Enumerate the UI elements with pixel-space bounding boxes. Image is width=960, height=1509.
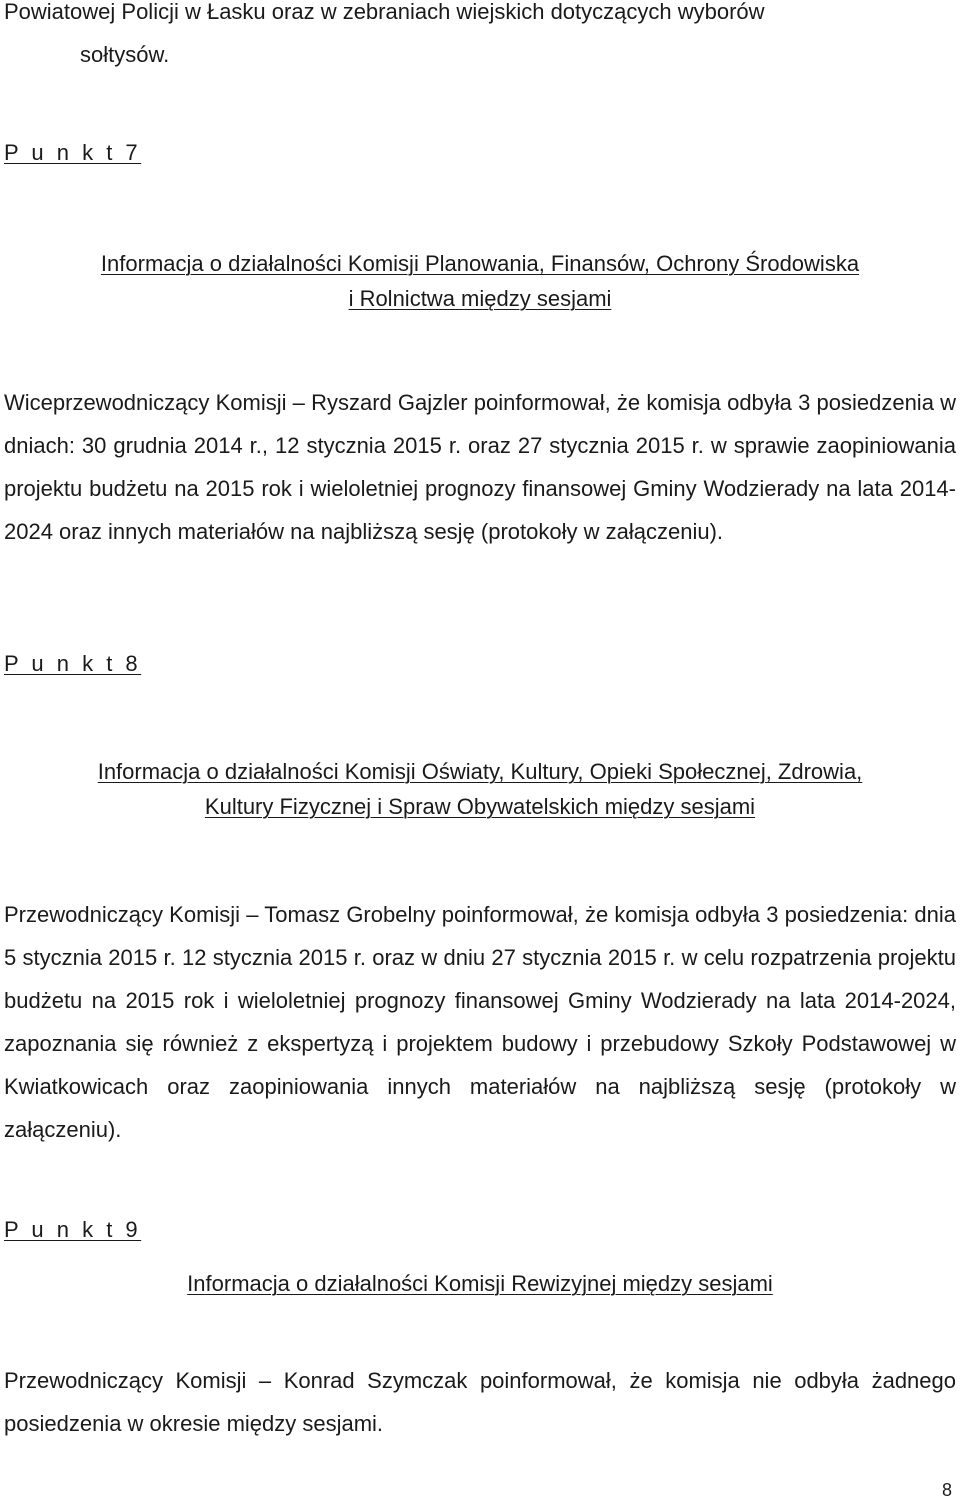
punkt-9-label [4,1208,956,1251]
punkt-7-heading-line-1: Informacja o działalności Komisji Planowania, Finansów, Ochrony Środowiska [100,251,860,276]
punkt-9-body: Przewodniczący Komisji – Konrad Szymczak poinformował, że komisja nie odbyła żadnego posiedzenia w okresie między sesjami. [4,1368,956,1436]
punkt-8-heading-line-2: Kultury Fizycznej i Spraw Obywatelskich między sesjami [204,794,756,819]
punkt-7-label [4,131,956,174]
page-number: 8 [941,1480,952,1500]
punkt-9-heading-line-1: Informacja o działalności Komisji Rewizyjnej między sesjami [187,1271,773,1296]
punkt-8-label [4,642,956,685]
punkt-8-body: Przewodniczący Komisji – Tomasz Grobelny poinformował, że komisja odbyła 3 posiedzenia: dnia 5 stycznia 2015 r. 12 stycznia 2015 r. oraz w dniu 27 stycznia 2015 r. w celu rozpatrzenia projektu budżetu na 2015 rok i wieloletniej prognozy finansowej Gminy Wodzierady na lata 2014-2024, zapoznania się również z ekspertyzą i projektem budowy i przebudowy Szkoły Podstawowej w Kwiatkowicach oraz zaopiniowania innych materiałów na najbliższą sesję (protokoły w załączeniu). [4,902,956,1142]
top-paragraph-line-1: Powiatowej Policji w Łasku oraz w zebraniach wiejskich dotyczących wyborów [4,0,765,24]
punkt-7-body: Wiceprzewodniczący Komisji – Ryszard Gajzler poinformował, że komisja odbyła 3 posiedzenia w dniach: 30 grudnia 2014 r., 12 stycznia 2015 r. oraz 27 stycznia 2015 r. w sprawie zaopiniowania projektu budżetu na 2015 rok i wieloletniej prognozy finansowej Gminy Wodzierady na lata 2014-2024 oraz innych materiałów na najbliższą sesję (protokoły w załączeniu). [4,390,956,544]
punkt-7-heading [4,246,956,316]
punkt-7-label-text: P u n k t 7 [4,140,142,165]
punkt-8-heading [4,754,956,824]
punkt-7-heading-line-2: i Rolnictwa między sesjami [348,286,612,311]
top-paragraph-line-2: sołtysów. [80,42,170,67]
punkt-8-heading-line-1: Informacja o działalności Komisji Oświaty, Kultury, Opieki Społecznej, Zdrowia, [97,759,863,784]
top-paragraph [4,0,956,76]
punkt-9-label-text: P u n k t 9 [4,1217,142,1242]
punkt-9-heading [4,1266,956,1301]
punkt-8-label-text: P u n k t 8 [4,651,142,676]
